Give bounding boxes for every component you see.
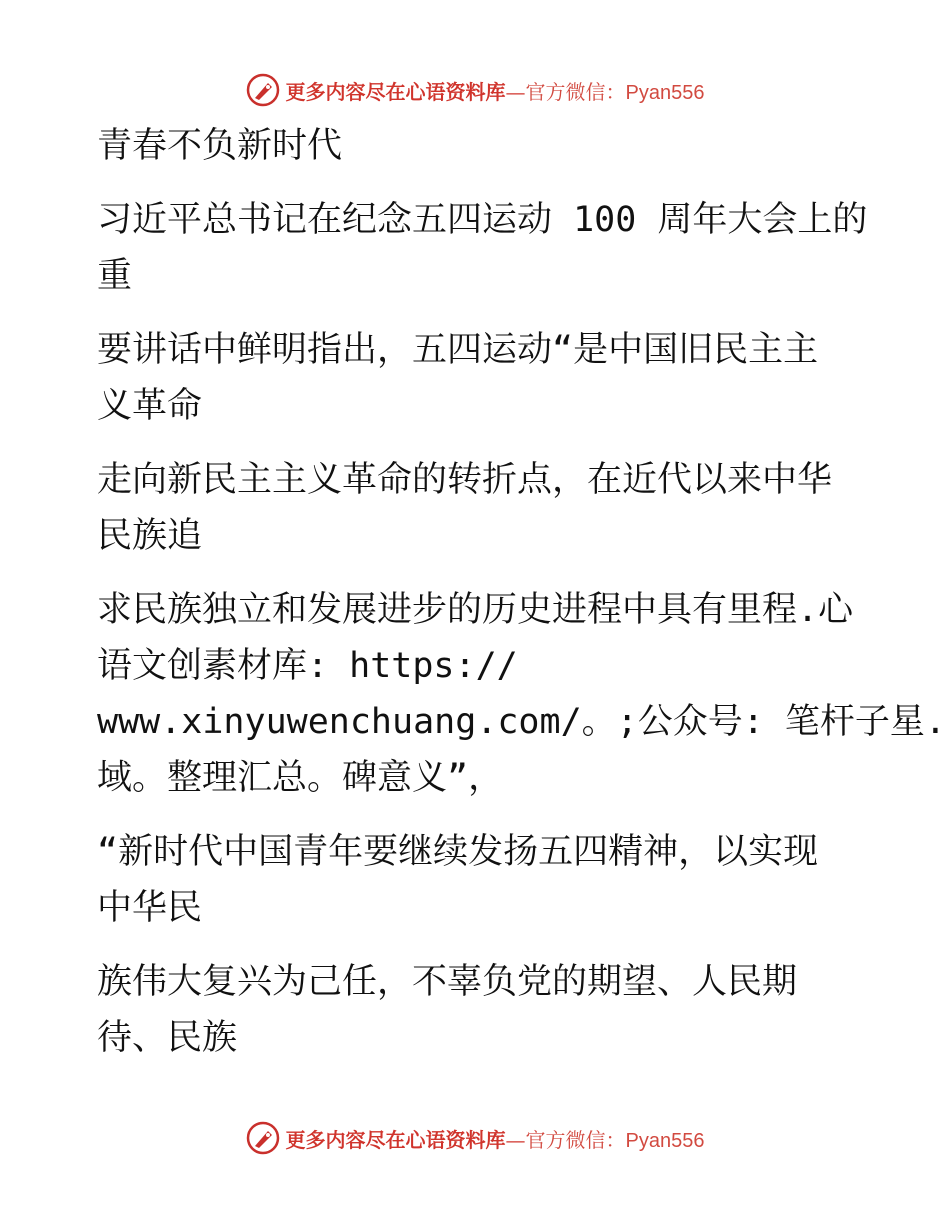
paragraph-1 [97,192,868,304]
doc-line-11: 域。整理汇总。碑意义”， [97,758,504,798]
header-wechat-label: 官方微信： [525,79,626,104]
doc-line-8: 求民族独立和发展进步的历史进程中具有里程.心 [97,590,854,630]
footer-banner-text: 更多内容尽在心语资料库 [285,1127,506,1152]
doc-line-10: www.xinyuwenchuang.com/。;公众号: 笔杆子星. [97,702,946,742]
doc-line-1: 青春不负新时代 [97,126,343,166]
doc-line-13: 中华民 [97,888,203,928]
doc-line-7: 民族追 [97,516,203,556]
page-footer-banner [0,1118,950,1158]
doc-line-14: 族伟大复兴为己任，不辜负党的期望、人民期 [97,962,798,1002]
paragraph-4 [97,582,946,806]
pen-nib-logo-icon [246,1121,280,1155]
doc-line-2: 习近平总书记在纪念五四运动 100 周年大会上的 [97,200,868,240]
footer-wechat-id: Pyan556 [625,1129,705,1152]
pen-nib-logo-icon [246,73,280,107]
doc-line-15: 待、民族 [97,1018,238,1058]
doc-line-3: 重 [97,256,133,296]
doc-line-5: 义革命 [97,386,203,426]
paragraph-5 [97,824,857,936]
paragraph-title [97,118,857,174]
doc-line-4: 要讲话中鲜明指出，五四运动“是中国旧民主主 [97,330,819,370]
footer-wechat-label: 官方微信： [525,1127,626,1152]
page-header-banner [0,70,950,110]
header-banner-dash: — [505,79,526,104]
header-banner-text: 更多内容尽在心语资料库 [285,79,506,104]
document-body [97,118,946,1084]
doc-line-9: 语文创素材库: https:// [97,646,518,686]
doc-line-6: 走向新民主主义革命的转折点，在近代以来中华 [97,460,833,500]
doc-line-12: “新时代中国青年要继续发扬五四精神，以实现 [97,832,819,872]
paragraph-3 [97,452,857,564]
paragraph-2 [97,322,857,434]
header-wechat-id: Pyan556 [625,81,705,104]
paragraph-6 [97,954,857,1066]
footer-banner-dash: — [505,1127,526,1152]
